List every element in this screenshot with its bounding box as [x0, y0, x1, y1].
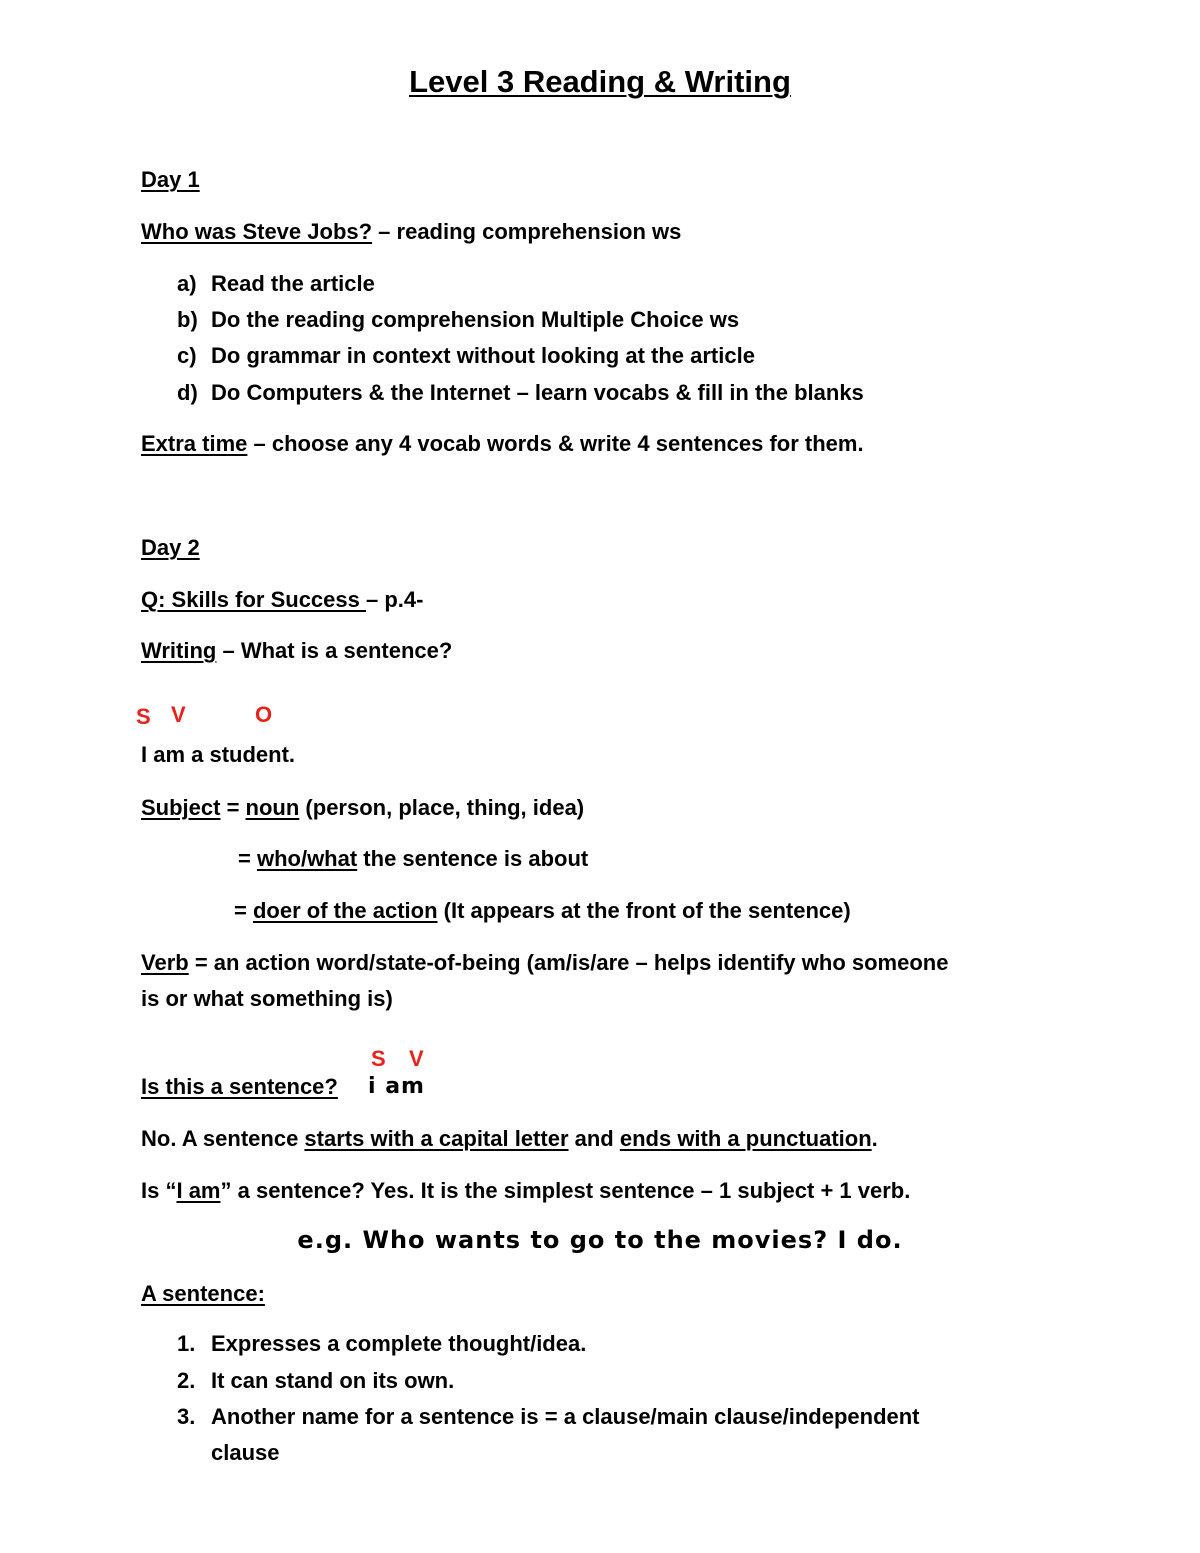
list-item-text: Read the article — [211, 271, 375, 296]
example-sentence: I am a student. — [141, 742, 296, 767]
sentence-heading: A sentence: — [141, 1281, 265, 1306]
extra-time-label: Extra time — [141, 431, 248, 456]
book-page: – p.4- — [365, 587, 424, 612]
writing-line — [141, 640, 452, 662]
question-example: i am — [368, 1074, 425, 1099]
iam-text: ” a sentence? Yes. It is the simplest sentence – 1 subject + 1 verb. — [220, 1178, 911, 1203]
list-marker: 1. — [177, 1331, 196, 1356]
list-marker: b) — [177, 307, 198, 332]
equals-sign: = — [238, 846, 257, 871]
list-marker: c) — [177, 343, 197, 368]
day1-task — [141, 221, 681, 243]
list-marker: 3. — [177, 1404, 196, 1429]
verb-label: Verb — [141, 950, 189, 975]
list-item — [177, 1406, 920, 1428]
day2-heading: Day 2 — [141, 535, 200, 560]
list-item — [177, 1370, 454, 1392]
list-marker: d) — [177, 380, 198, 405]
sv-subject-marker: S — [371, 1046, 386, 1071]
list-item-text: Do Computers & the Internet – learn vocabs & fill in the blanks — [211, 380, 864, 405]
verb-text: = an action word/state-of-being (am/is/are – helps identify who someone — [188, 950, 949, 975]
iam-term: I am — [176, 1178, 221, 1203]
answer-line — [141, 1128, 878, 1150]
capital-letter-rule: starts with a capital letter — [304, 1126, 569, 1151]
subject-who-what — [238, 848, 588, 870]
noun-term: noun — [245, 795, 300, 820]
writing-question: – What is a sentence? — [216, 638, 453, 663]
svo-verb-marker: V — [171, 702, 186, 727]
subject-definition — [141, 797, 584, 819]
extra-time-text: – choose any 4 vocab words & write 4 sentences for them. — [247, 431, 864, 456]
list-item — [177, 309, 739, 331]
list-item-text: Do the reading comprehension Multiple Choice ws — [211, 307, 740, 332]
verb-definition — [141, 952, 948, 974]
verb-definition-cont: is or what something is) — [141, 986, 393, 1011]
list-item-text: It can stand on its own. — [211, 1368, 455, 1393]
book-title: Q: Skills for Success — [141, 587, 366, 612]
who-what-text: the sentence is about — [357, 846, 589, 871]
day1-heading: Day 1 — [141, 167, 200, 192]
svo-object-marker: O — [255, 702, 273, 727]
sv-verb-marker: V — [409, 1046, 424, 1071]
list-item-text: Another name for a sentence is = a clause/main clause/independent — [211, 1404, 920, 1429]
subject-label: Subject — [141, 795, 221, 820]
writing-label: Writing — [141, 638, 217, 663]
equals-sign: = — [220, 795, 246, 820]
answer-period: . — [871, 1126, 878, 1151]
punctuation-rule: ends with a punctuation — [619, 1126, 872, 1151]
question-label: Is this a sentence? — [141, 1074, 338, 1099]
answer-prefix: No. A sentence — [141, 1126, 305, 1151]
list-item-continuation: clause — [211, 1440, 280, 1465]
doer-text: (It appears at the front of the sentence) — [437, 898, 851, 923]
example-dialogue: e.g. Who wants to go to the movies? I do. — [297, 1226, 903, 1254]
task-title: Who was Steve Jobs? — [141, 219, 373, 244]
book-line — [141, 589, 423, 611]
list-item — [177, 1333, 586, 1355]
list-item — [177, 382, 864, 404]
extra-time-line — [141, 433, 864, 455]
list-item — [177, 345, 755, 367]
equals-sign: = — [234, 898, 253, 923]
list-item-text: Expresses a complete thought/idea. — [211, 1331, 587, 1356]
page-title: Level 3 Reading & Writing — [409, 64, 791, 99]
iam-prefix: Is “ — [141, 1178, 177, 1203]
doer-term: doer of the action — [252, 898, 438, 923]
answer-and: and — [568, 1126, 620, 1151]
simplest-sentence-line — [141, 1180, 910, 1202]
subject-examples: (person, place, thing, idea) — [299, 795, 585, 820]
task-description: – reading comprehension ws — [372, 219, 682, 244]
subject-doer — [234, 900, 851, 922]
list-marker: 2. — [177, 1368, 196, 1393]
who-what-term: who/what — [256, 846, 358, 871]
list-item — [177, 273, 375, 295]
list-marker: a) — [177, 271, 197, 296]
list-item-text: Do grammar in context without looking at the article — [211, 343, 755, 368]
svo-subject-marker: S — [136, 704, 151, 729]
